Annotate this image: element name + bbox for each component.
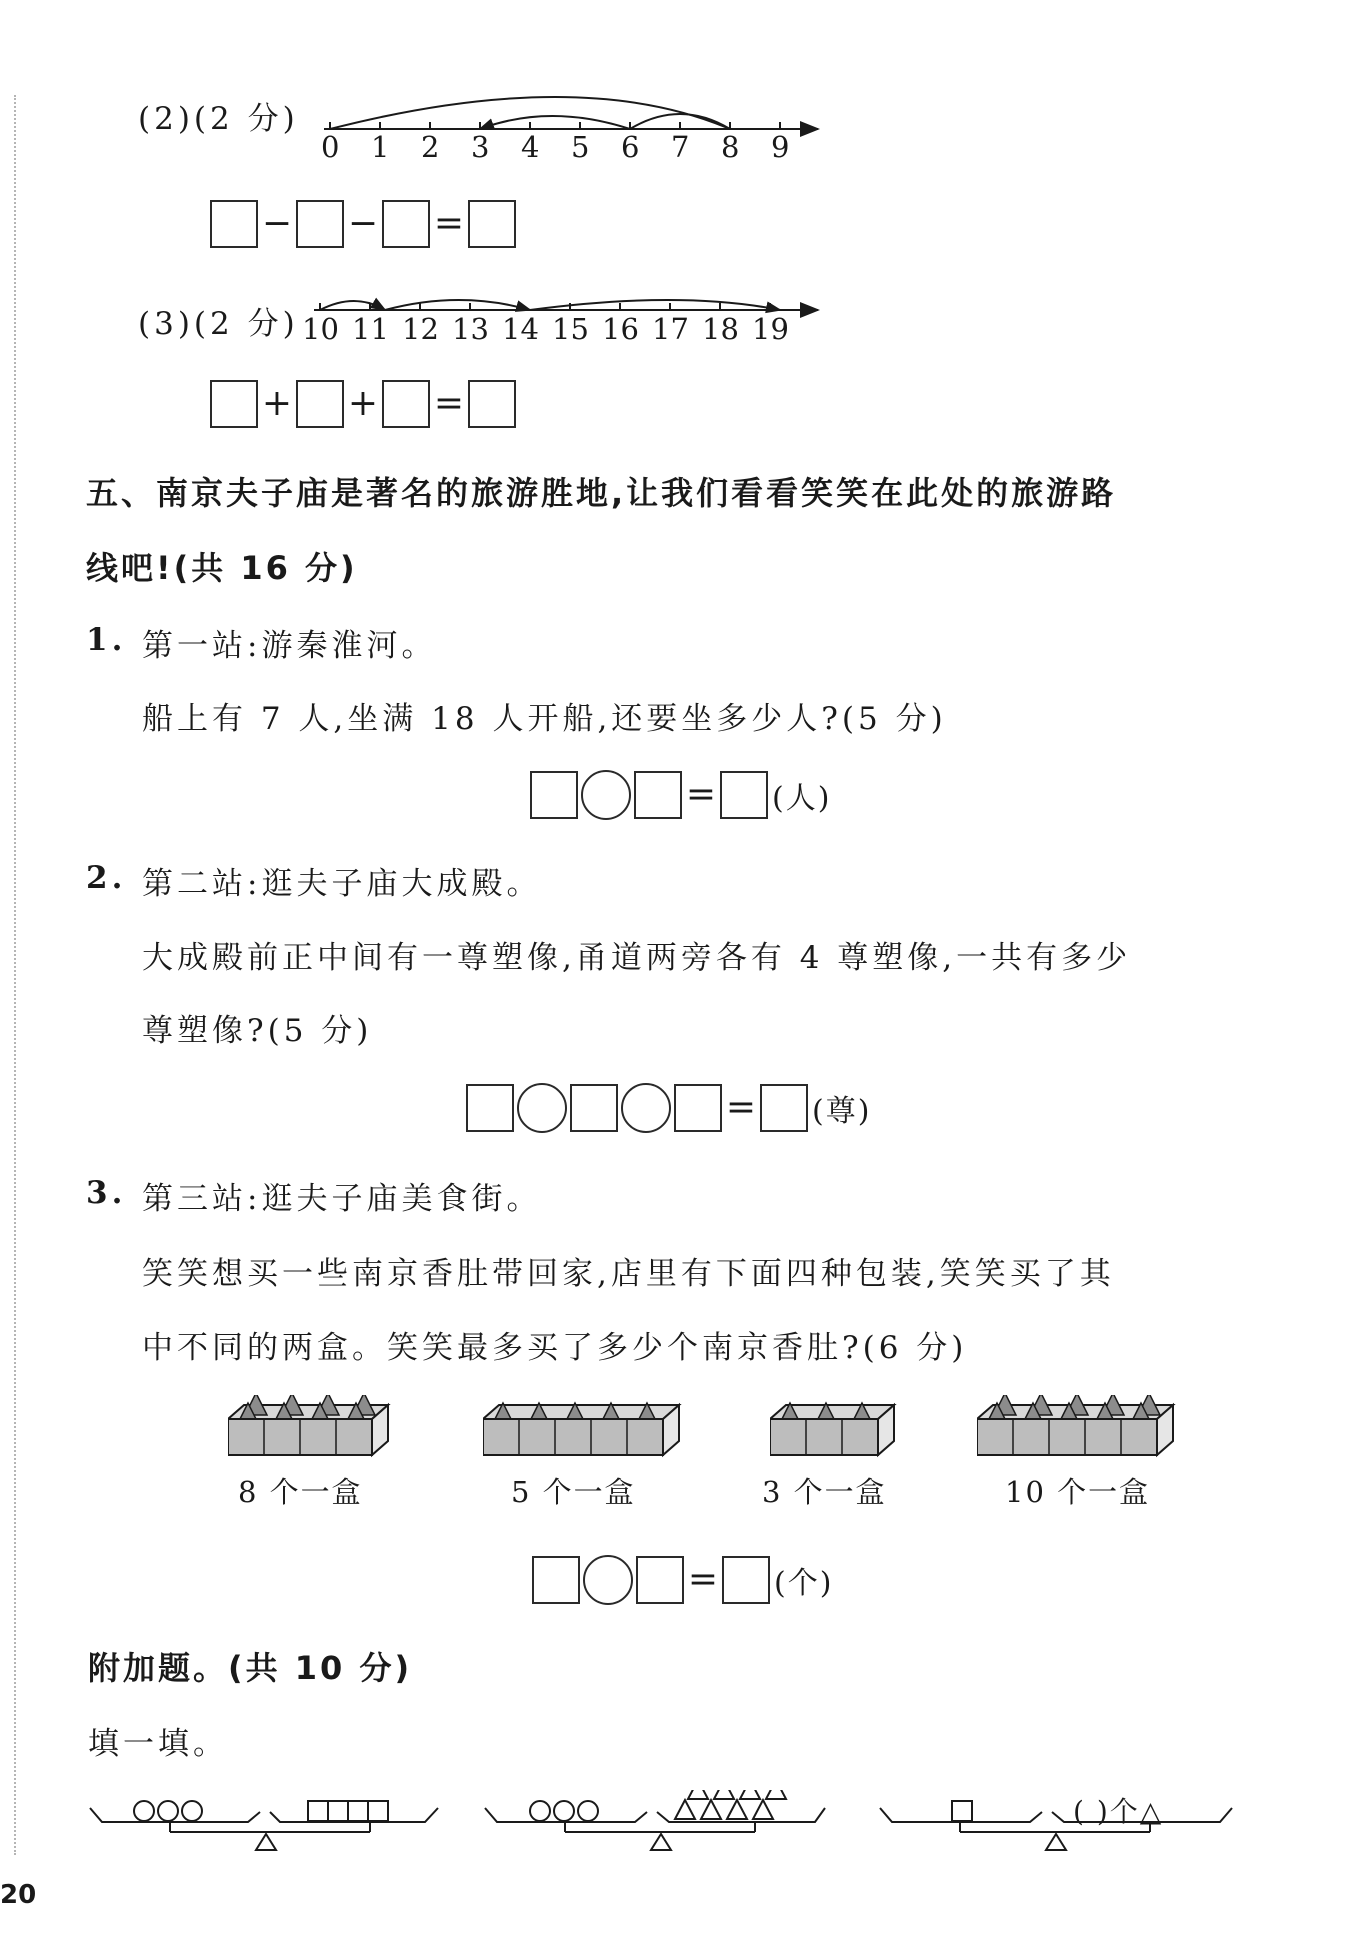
circle-shape	[134, 1801, 154, 1821]
sausage-box-illustration	[977, 1395, 1187, 1465]
circle-shape	[554, 1801, 574, 1821]
balance-scale-3	[880, 1801, 1232, 1850]
equals-sign: =	[433, 383, 465, 424]
plus-sign: +	[347, 383, 379, 424]
answer-box[interactable]	[210, 380, 258, 428]
q1-text: 船上有 7 人,坐满 18 人开船,还要坐多少人?(5 分)	[142, 701, 947, 737]
jump-arc-14-to-19	[530, 300, 780, 310]
q1-title: 第一站:游秦淮河。	[142, 628, 437, 664]
minus-sign: −	[261, 203, 293, 244]
answer-box[interactable]	[674, 1084, 722, 1132]
sausage-box-illustration	[483, 1395, 693, 1465]
equals-sign: =	[687, 1559, 719, 1600]
jump-arc-10-to-11	[320, 301, 385, 310]
answer-box[interactable]	[530, 771, 578, 819]
answer-box[interactable]	[532, 1556, 580, 1604]
q1-equation	[530, 770, 831, 820]
equals-sign: =	[685, 774, 717, 815]
tick-label: 17	[652, 312, 689, 346]
plus-sign: +	[261, 383, 293, 424]
q2-text-line1: 大成殿前正中间有一尊塑像,甬道两旁各有 4 尊塑像,一共有多少	[142, 940, 1132, 976]
answer-box[interactable]	[468, 200, 516, 248]
fulcrum-triangle	[651, 1834, 671, 1850]
section5-heading-line1: 五、南京夫子庙是著名的旅游胜地,让我们看看笑笑在此处的旅游路	[86, 474, 1117, 512]
package-box-8	[228, 1395, 402, 1469]
q3-text-line1: 笑笑想买一些南京香肚带回家,店里有下面四种包装,笑笑买了其	[142, 1256, 1115, 1292]
jump-arc-6-to-4	[480, 116, 630, 129]
package-caption: 8 个一盒	[238, 1475, 363, 1509]
tick-label: 10	[302, 312, 339, 346]
equals-sign: =	[725, 1087, 757, 1128]
operator-circle[interactable]	[517, 1083, 567, 1133]
circle-shape	[578, 1801, 598, 1821]
answer-box[interactable]	[722, 1556, 770, 1604]
operator-circle[interactable]	[581, 770, 631, 820]
binding-margin-dotted-line	[14, 95, 16, 1855]
tick-label: 2	[421, 130, 440, 164]
tick-label: 5	[571, 130, 590, 164]
tick-label: 3	[471, 130, 490, 164]
package-caption: 5 个一盒	[511, 1475, 636, 1509]
circle-shape	[158, 1801, 178, 1821]
answer-box[interactable]	[466, 1084, 514, 1132]
answer-box[interactable]	[296, 200, 344, 248]
triangle-shapes	[675, 1790, 786, 1819]
tick-label: 7	[671, 130, 690, 164]
q2-text-line2: 尊塑像?(5 分)	[142, 1013, 373, 1049]
page-number: 20	[0, 1880, 37, 1910]
package-caption: 3 个一盒	[762, 1475, 887, 1509]
q4-part2-equation	[210, 200, 516, 248]
tick-label: 12	[402, 312, 439, 346]
package-box-3	[770, 1395, 908, 1469]
square-shape	[368, 1801, 388, 1821]
tick-label: 6	[621, 130, 640, 164]
answer-box[interactable]	[760, 1084, 808, 1132]
q3-number: 3.	[86, 1175, 127, 1211]
tick-label: 19	[752, 312, 789, 346]
tick-label: 18	[702, 312, 739, 346]
tick-label: 4	[521, 130, 540, 164]
operator-circle[interactable]	[583, 1555, 633, 1605]
circle-shape	[530, 1801, 550, 1821]
q2-title: 第二站:逛夫子庙大成殿。	[142, 866, 542, 902]
answer-box[interactable]	[210, 200, 258, 248]
operator-circle[interactable]	[621, 1083, 671, 1133]
square-shape	[308, 1801, 328, 1821]
package-box-10	[977, 1395, 1187, 1469]
q4-part3-equation	[210, 380, 516, 428]
square-shape	[328, 1801, 348, 1821]
tick-label: 14	[502, 312, 539, 346]
tick-label: 1	[371, 130, 390, 164]
package-caption: 10 个一盒	[1005, 1475, 1151, 1509]
q4-part3-label: (3)(2 分)	[138, 306, 299, 342]
answer-box[interactable]	[636, 1556, 684, 1604]
fulcrum-triangle	[256, 1834, 276, 1850]
tick-label: 11	[352, 312, 389, 346]
fulcrum-triangle	[1046, 1834, 1066, 1850]
blank-count-label[interactable]: ( )个△	[1073, 1795, 1164, 1828]
tick-label: 9	[771, 130, 790, 164]
answer-box[interactable]	[720, 771, 768, 819]
minus-sign: −	[347, 203, 379, 244]
equals-sign: =	[433, 203, 465, 244]
square-shape	[952, 1801, 972, 1821]
q3-text-line2: 中不同的两盒。笑笑最多买了多少个南京香肚?(6 分)	[142, 1330, 968, 1366]
answer-box[interactable]	[296, 380, 344, 428]
answer-box[interactable]	[382, 200, 430, 248]
sausage-box-illustration	[770, 1395, 908, 1465]
tick-label: 13	[452, 312, 489, 346]
answer-box[interactable]	[468, 380, 516, 428]
unit-label: (尊)	[812, 1094, 872, 1129]
answer-box[interactable]	[382, 380, 430, 428]
tick-label: 0	[321, 130, 340, 164]
tick-label: 15	[552, 312, 589, 346]
q3-equation	[532, 1555, 833, 1605]
tick-label: 16	[602, 312, 639, 346]
balance-scale-1	[90, 1801, 438, 1850]
square-shape	[348, 1801, 368, 1821]
unit-label: (人)	[772, 781, 832, 816]
bonus-instruction: 填一填。	[88, 1726, 228, 1762]
package-box-5	[483, 1395, 693, 1469]
q2-number: 2.	[86, 860, 127, 896]
circle-shape	[182, 1801, 202, 1821]
unit-label: (个)	[774, 1566, 834, 1601]
q4-part2-label: (2)(2 分)	[138, 101, 299, 137]
q2-equation	[466, 1083, 871, 1133]
section5-heading-line2: 线吧!(共 16 分)	[86, 549, 358, 587]
balance-scale-2	[485, 1790, 825, 1850]
q3-title: 第三站:逛夫子庙美食街。	[142, 1181, 542, 1217]
sausage-box-illustration	[228, 1395, 402, 1465]
bonus-heading: 附加题。(共 10 分)	[88, 1649, 413, 1687]
jump-arc-11-to-14	[385, 300, 530, 310]
tick-label: 8	[721, 130, 740, 164]
answer-box[interactable]	[634, 771, 682, 819]
answer-box[interactable]	[570, 1084, 618, 1132]
q1-number: 1.	[86, 622, 127, 658]
